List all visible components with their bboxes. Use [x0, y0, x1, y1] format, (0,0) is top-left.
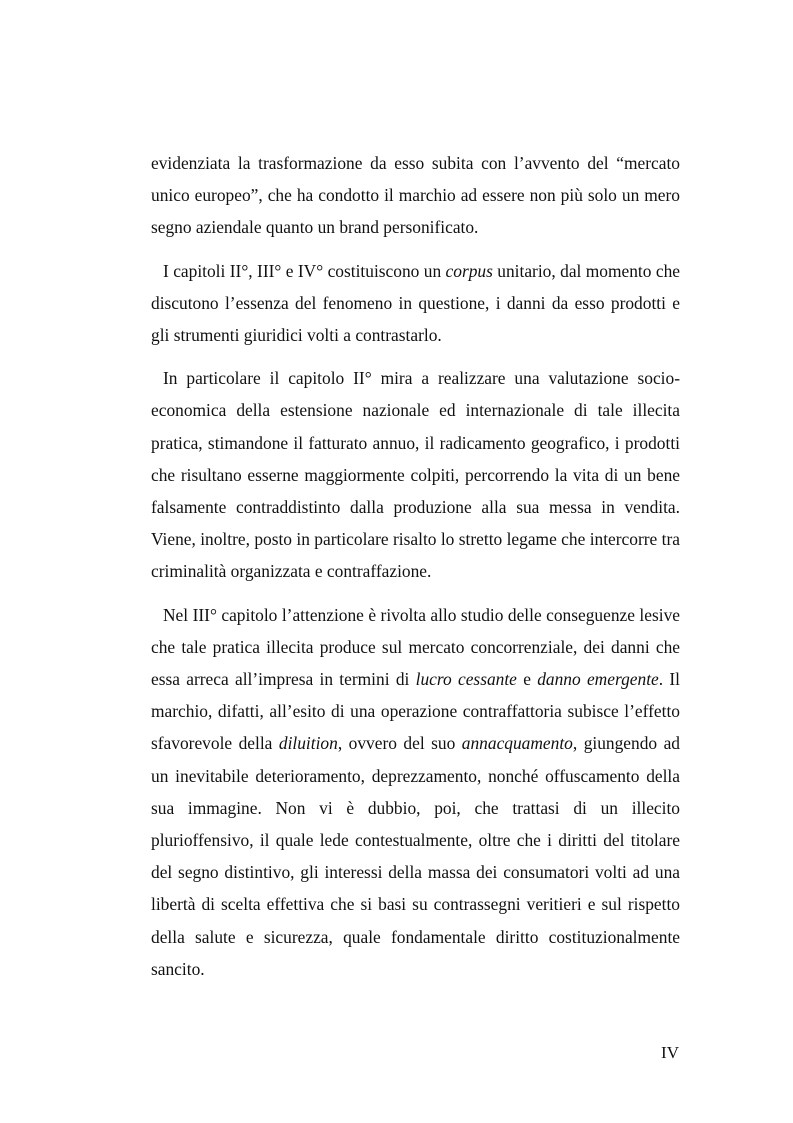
paragraph-intro-continuation: [151, 147, 680, 244]
text-run: Nel III° capitolo l’attenzione è rivolta allo studio delle conseguenze lesive che tale pratica illecita produce sul mercato concorrenziale, dei danni che essa arreca all’impresa in termini di: [151, 604, 680, 690]
italic-term: annacquamento: [461, 733, 573, 754]
text-run: e: [516, 669, 538, 690]
body-text: [151, 147, 680, 996]
text-run: unitario, dal momento che discutono l’essenza del fenomeno in questione, i danni da esso prodotti e gli strumenti giuridici volti a contrastarlo.: [151, 260, 680, 346]
text-run: In particolare il capitolo II° mira a realizzare una valutazione socio-economica della estensione nazionale ed internazionale di tale illecita pratica, stimandone il fatturato annuo, il radicamento geografico, i prodotti che risultano esserne maggiormente colpiti, percorrendo la vita di un bene falsamente contraddistinto dalla produzione alla sua messa in vendita. Viene, inoltre, posto in particolare risalto lo stretto legame che intercorre tra criminalità organizzata e contraffazione.: [151, 368, 680, 582]
italic-term: diluition: [278, 733, 338, 754]
italic-term: lucro cessante: [415, 669, 517, 690]
italic-term: danno emergente: [537, 669, 659, 690]
text-run: evidenziata la trasformazione da esso subita con l’avvento del “mercato unico europeo”, che ha condotto il marchio ad essere non più solo un mero segno aziendale quanto un brand personificato.: [151, 153, 680, 238]
text-run: I capitoli II°, III° e IV° costituiscono un: [163, 260, 446, 281]
italic-term: corpus: [445, 260, 493, 281]
text-run: , giungendo ad un inevitabile deterioramento, deprezzamento, nonché offuscamento della sua immagine. Non vi è dubbio, poi, che trattasi di un illecito plurioffensivo, il quale lede contestualmente, oltre che i diritti del titolare del segno distintivo, gli interessi della massa dei consumatori volti ad una libertà di scelta effettiva che si basi su contrassegni veritieri e sul rispetto della salute e sicurezza, quale fondamentale diritto costituzionalmente sancito.: [151, 733, 681, 979]
paragraph-chapters-overview: [151, 255, 680, 352]
paragraph-chapter-two: [151, 362, 680, 587]
text-run: , ovvero del suo: [337, 733, 462, 754]
paragraph-chapter-three: [151, 599, 680, 985]
text-run: . Il marchio, difatti, all’esito di una operazione contraffattoria subisce l’effetto sfavorevole della: [151, 669, 681, 754]
page-number: IV: [661, 1043, 679, 1062]
